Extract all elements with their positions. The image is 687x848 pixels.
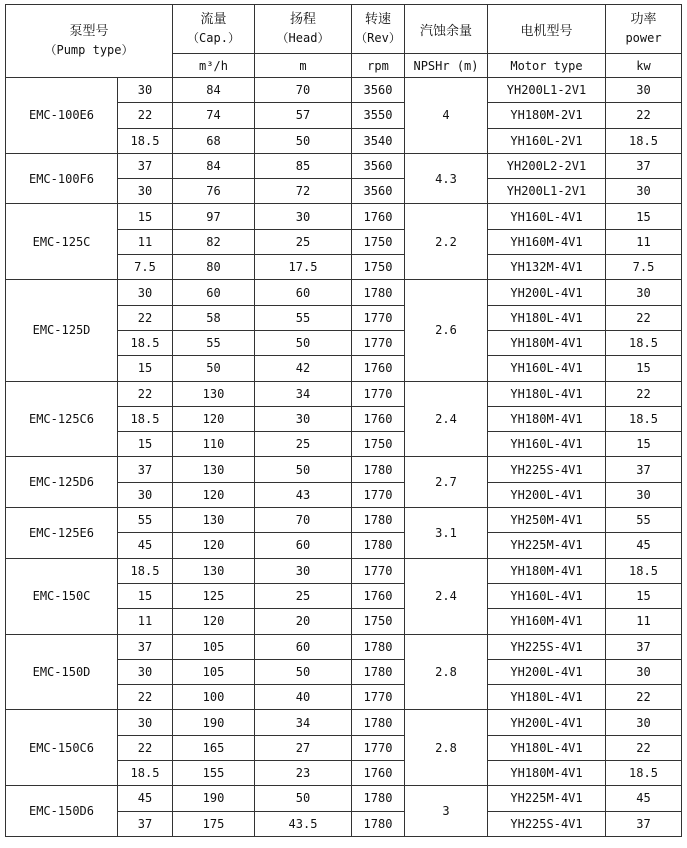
motor-type: YH200L-4V1 [488, 280, 606, 305]
motor-power-kw: 22 [118, 735, 173, 760]
motor-power-kw: 45 [118, 786, 173, 811]
capacity-value: 50 [173, 356, 255, 381]
motor-type: YH160L-4V1 [488, 356, 606, 381]
motor-type: YH180L-4V1 [488, 685, 606, 710]
pump-spec-table [5, 4, 682, 837]
motor-power-kw: 37 [118, 457, 173, 482]
head-value: 34 [255, 381, 352, 406]
capacity-value: 68 [173, 128, 255, 153]
power-value: 11 [606, 229, 682, 254]
capacity-value: 125 [173, 583, 255, 608]
table-row [6, 457, 682, 482]
table-row [6, 634, 682, 659]
head-value: 60 [255, 634, 352, 659]
motor-power-kw: 22 [118, 103, 173, 128]
header-power [606, 5, 682, 54]
power-value: 30 [606, 280, 682, 305]
motor-type: YH180L-4V1 [488, 381, 606, 406]
head-value: 60 [255, 280, 352, 305]
head-value: 34 [255, 710, 352, 735]
motor-type: YH225S-4V1 [488, 457, 606, 482]
motor-power-kw: 18.5 [118, 558, 173, 583]
head-value: 20 [255, 609, 352, 634]
motor-power-kw: 22 [118, 685, 173, 710]
motor-type: YH160M-4V1 [488, 229, 606, 254]
motor-type: YH200L-4V1 [488, 659, 606, 684]
header-pump-type [6, 5, 173, 78]
capacity-value: 58 [173, 305, 255, 330]
motor-power-kw: 37 [118, 811, 173, 836]
pump-model: EMC-150D6 [6, 786, 118, 837]
npsh-value: 4 [405, 78, 488, 154]
motor-power-kw: 18.5 [118, 330, 173, 355]
power-value: 22 [606, 735, 682, 760]
capacity-value: 97 [173, 204, 255, 229]
power-value: 18.5 [606, 128, 682, 153]
motor-type: YH180M-4V1 [488, 761, 606, 786]
head-value: 27 [255, 735, 352, 760]
rev-value: 1750 [352, 255, 405, 280]
header-cap [173, 5, 255, 54]
head-value: 25 [255, 583, 352, 608]
power-value: 45 [606, 786, 682, 811]
npsh-value: 2.8 [405, 634, 488, 710]
npsh-value: 3 [405, 786, 488, 837]
table-row [6, 78, 682, 103]
rev-value: 1780 [352, 634, 405, 659]
npsh-value: 2.7 [405, 457, 488, 508]
npsh-value: 2.4 [405, 558, 488, 634]
capacity-value: 110 [173, 432, 255, 457]
rev-value: 1750 [352, 432, 405, 457]
capacity-value: 55 [173, 330, 255, 355]
rev-value: 1750 [352, 609, 405, 634]
motor-power-kw: 55 [118, 508, 173, 533]
capacity-value: 80 [173, 255, 255, 280]
pump-model: EMC-125D6 [6, 457, 118, 508]
power-value: 55 [606, 508, 682, 533]
npsh-value: 2.6 [405, 280, 488, 381]
head-value: 43 [255, 482, 352, 507]
motor-power-kw: 30 [118, 179, 173, 204]
head-value: 50 [255, 786, 352, 811]
power-value: 18.5 [606, 761, 682, 786]
motor-type: YH180M-2V1 [488, 103, 606, 128]
capacity-value: 130 [173, 457, 255, 482]
rev-value: 1780 [352, 533, 405, 558]
motor-type: YH225M-4V1 [488, 786, 606, 811]
table-row [6, 280, 682, 305]
motor-type: YH180L-4V1 [488, 735, 606, 760]
capacity-value: 130 [173, 508, 255, 533]
rev-value: 1750 [352, 229, 405, 254]
capacity-value: 165 [173, 735, 255, 760]
motor-power-kw: 7.5 [118, 255, 173, 280]
npsh-value: 3.1 [405, 508, 488, 559]
head-value: 42 [255, 356, 352, 381]
rev-value: 1760 [352, 761, 405, 786]
motor-power-kw: 15 [118, 204, 173, 229]
head-value: 57 [255, 103, 352, 128]
rev-value: 1780 [352, 508, 405, 533]
motor-power-kw: 11 [118, 609, 173, 634]
head-value: 23 [255, 761, 352, 786]
capacity-value: 105 [173, 634, 255, 659]
head-value: 50 [255, 330, 352, 355]
motor-power-kw: 30 [118, 78, 173, 103]
capacity-value: 76 [173, 179, 255, 204]
capacity-value: 105 [173, 659, 255, 684]
motor-power-kw: 18.5 [118, 761, 173, 786]
rev-value: 1770 [352, 558, 405, 583]
power-value: 22 [606, 381, 682, 406]
capacity-value: 130 [173, 558, 255, 583]
table-row [6, 204, 682, 229]
capacity-value: 120 [173, 482, 255, 507]
power-value: 30 [606, 710, 682, 735]
header-power-en: power [625, 31, 662, 45]
head-value: 55 [255, 305, 352, 330]
motor-type: YH160L-4V1 [488, 204, 606, 229]
header-motor: 电机型号 [488, 5, 606, 54]
pump-model: EMC-150C6 [6, 710, 118, 786]
capacity-value: 84 [173, 78, 255, 103]
motor-power-kw: 30 [118, 482, 173, 507]
header-head-en: （Head） [276, 31, 330, 45]
head-value: 30 [255, 558, 352, 583]
rev-value: 3550 [352, 103, 405, 128]
power-value: 15 [606, 583, 682, 608]
unit-rev: rpm [352, 54, 405, 78]
motor-power-kw: 22 [118, 305, 173, 330]
motor-type: YH225S-4V1 [488, 634, 606, 659]
header-rev-cn: 转速 [364, 12, 391, 27]
head-value: 50 [255, 457, 352, 482]
motor-type: YH200L-4V1 [488, 710, 606, 735]
header-cap-cn: 流量 [200, 12, 227, 27]
rev-value: 1770 [352, 685, 405, 710]
power-value: 22 [606, 305, 682, 330]
header-npsh: 汽蚀余量 [405, 5, 488, 54]
power-value: 30 [606, 179, 682, 204]
rev-value: 1760 [352, 204, 405, 229]
motor-power-kw: 18.5 [118, 128, 173, 153]
motor-type: YH160L-2V1 [488, 128, 606, 153]
pump-model: EMC-125C6 [6, 381, 118, 457]
motor-power-kw: 30 [118, 280, 173, 305]
capacity-value: 155 [173, 761, 255, 786]
head-value: 40 [255, 685, 352, 710]
motor-power-kw: 30 [118, 659, 173, 684]
power-value: 15 [606, 204, 682, 229]
rev-value: 1780 [352, 659, 405, 684]
capacity-value: 84 [173, 153, 255, 178]
rev-value: 1770 [352, 330, 405, 355]
header-rev [352, 5, 405, 54]
head-value: 72 [255, 179, 352, 204]
power-value: 18.5 [606, 406, 682, 431]
motor-power-kw: 22 [118, 381, 173, 406]
power-value: 15 [606, 356, 682, 381]
rev-value: 1760 [352, 583, 405, 608]
pump-model: EMC-150C [6, 558, 118, 634]
head-value: 25 [255, 432, 352, 457]
capacity-value: 82 [173, 229, 255, 254]
table-row [6, 508, 682, 533]
pump-model: EMC-100F6 [6, 153, 118, 204]
power-value: 37 [606, 457, 682, 482]
table-row [6, 710, 682, 735]
table-row [6, 381, 682, 406]
npsh-value: 4.3 [405, 153, 488, 204]
motor-type: YH250M-4V1 [488, 508, 606, 533]
capacity-value: 120 [173, 406, 255, 431]
header-pump-type-en: （Pump type） [44, 43, 134, 57]
rev-value: 1770 [352, 735, 405, 760]
motor-power-kw: 15 [118, 432, 173, 457]
header-power-cn: 功率 [630, 12, 657, 27]
motor-type: YH180L-4V1 [488, 305, 606, 330]
motor-type: YH160M-4V1 [488, 609, 606, 634]
power-value: 45 [606, 533, 682, 558]
rev-value: 1760 [352, 356, 405, 381]
npsh-value: 2.8 [405, 710, 488, 786]
motor-type: YH132M-4V1 [488, 255, 606, 280]
power-value: 7.5 [606, 255, 682, 280]
table-row [6, 558, 682, 583]
power-value: 18.5 [606, 330, 682, 355]
header-pump-type-cn: 泵型号 [69, 24, 109, 39]
table-body [6, 78, 682, 837]
power-value: 37 [606, 153, 682, 178]
motor-type: YH180M-4V1 [488, 330, 606, 355]
power-value: 30 [606, 78, 682, 103]
power-value: 30 [606, 482, 682, 507]
motor-power-kw: 15 [118, 356, 173, 381]
head-value: 50 [255, 659, 352, 684]
unit-cap: m³/h [173, 54, 255, 78]
head-value: 50 [255, 128, 352, 153]
header-head-cn: 扬程 [289, 12, 316, 27]
rev-value: 1780 [352, 811, 405, 836]
motor-type: YH225M-4V1 [488, 533, 606, 558]
pump-model: EMC-125E6 [6, 508, 118, 559]
motor-type: YH200L1-2V1 [488, 78, 606, 103]
rev-value: 1760 [352, 406, 405, 431]
motor-type: YH225S-4V1 [488, 811, 606, 836]
head-value: 25 [255, 229, 352, 254]
rev-value: 1770 [352, 381, 405, 406]
motor-type: YH180M-4V1 [488, 558, 606, 583]
motor-type: YH200L1-2V1 [488, 179, 606, 204]
header-cap-en: （Cap.） [187, 31, 240, 45]
head-value: 30 [255, 406, 352, 431]
power-value: 37 [606, 634, 682, 659]
pump-model: EMC-125C [6, 204, 118, 280]
capacity-value: 120 [173, 533, 255, 558]
motor-power-kw: 45 [118, 533, 173, 558]
motor-type: YH160L-4V1 [488, 583, 606, 608]
power-value: 11 [606, 609, 682, 634]
rev-value: 3560 [352, 153, 405, 178]
npsh-value: 2.2 [405, 204, 488, 280]
power-value: 22 [606, 685, 682, 710]
power-value: 22 [606, 103, 682, 128]
rev-value: 1780 [352, 457, 405, 482]
head-value: 17.5 [255, 255, 352, 280]
motor-power-kw: 30 [118, 710, 173, 735]
rev-value: 3540 [352, 128, 405, 153]
power-value: 30 [606, 659, 682, 684]
power-value: 37 [606, 811, 682, 836]
rev-value: 3560 [352, 179, 405, 204]
header-head [255, 5, 352, 54]
motor-power-kw: 15 [118, 583, 173, 608]
capacity-value: 175 [173, 811, 255, 836]
rev-value: 3560 [352, 78, 405, 103]
unit-npsh: NPSHr (m) [405, 54, 488, 78]
capacity-value: 74 [173, 103, 255, 128]
head-value: 43.5 [255, 811, 352, 836]
rev-value: 1770 [352, 482, 405, 507]
capacity-value: 100 [173, 685, 255, 710]
unit-motor: Motor type [488, 54, 606, 78]
head-value: 85 [255, 153, 352, 178]
motor-power-kw: 37 [118, 153, 173, 178]
rev-value: 1780 [352, 280, 405, 305]
rev-value: 1780 [352, 786, 405, 811]
motor-type: YH200L2-2V1 [488, 153, 606, 178]
motor-power-kw: 37 [118, 634, 173, 659]
npsh-value: 2.4 [405, 381, 488, 457]
capacity-value: 60 [173, 280, 255, 305]
header-rev-en: （Rev） [355, 31, 401, 45]
motor-type: YH180M-4V1 [488, 406, 606, 431]
unit-head: m [255, 54, 352, 78]
motor-power-kw: 18.5 [118, 406, 173, 431]
motor-type: YH200L-4V1 [488, 482, 606, 507]
unit-power: kw [606, 54, 682, 78]
pump-model: EMC-150D [6, 634, 118, 710]
table-row [6, 153, 682, 178]
power-value: 15 [606, 432, 682, 457]
pump-model: EMC-100E6 [6, 78, 118, 154]
motor-type: YH160L-4V1 [488, 432, 606, 457]
capacity-value: 130 [173, 381, 255, 406]
table-row [6, 786, 682, 811]
motor-power-kw: 11 [118, 229, 173, 254]
head-value: 70 [255, 508, 352, 533]
capacity-value: 190 [173, 710, 255, 735]
head-value: 60 [255, 533, 352, 558]
capacity-value: 190 [173, 786, 255, 811]
capacity-value: 120 [173, 609, 255, 634]
rev-value: 1780 [352, 710, 405, 735]
pump-model: EMC-125D [6, 280, 118, 381]
head-value: 70 [255, 78, 352, 103]
head-value: 30 [255, 204, 352, 229]
power-value: 18.5 [606, 558, 682, 583]
rev-value: 1770 [352, 305, 405, 330]
